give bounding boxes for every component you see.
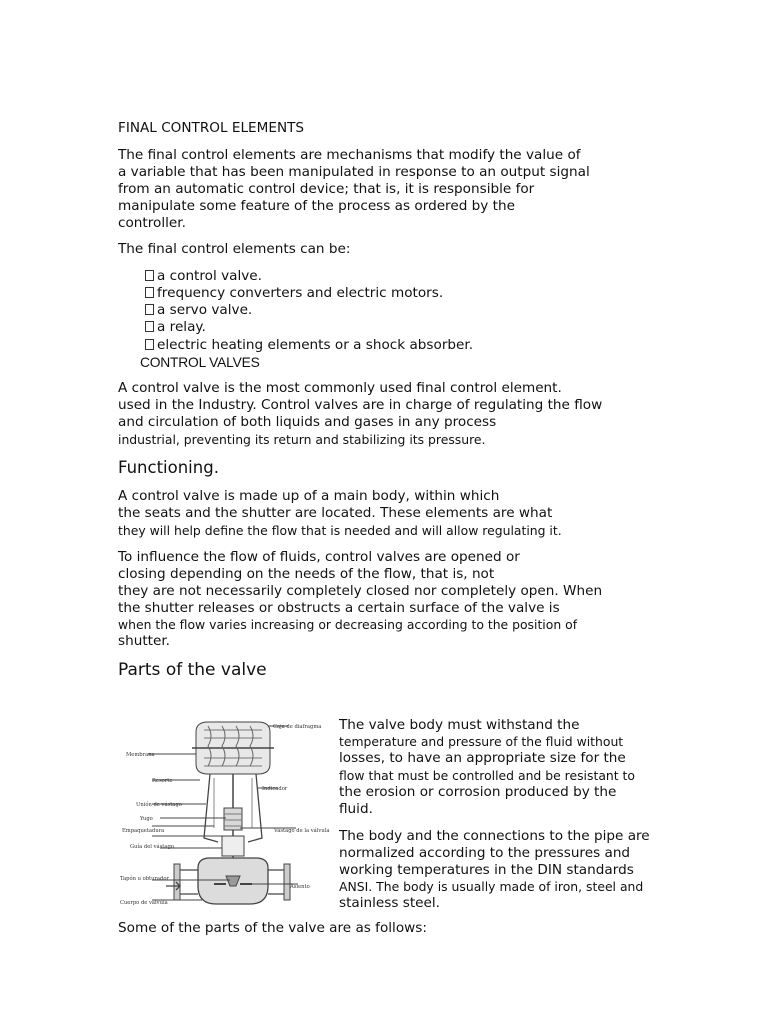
- func-line: the shutter releases or obstructs a certain surface of the valve is: [118, 600, 560, 616]
- body-line: losses, to have an appropriate size for the: [339, 750, 626, 766]
- list-item: frequency converters and electric motors.: [145, 285, 443, 302]
- list-item: a servo valve.: [145, 302, 252, 319]
- figure-label: Indicador: [262, 786, 288, 792]
- control-valve-diagram: [118, 718, 333, 923]
- body-line: temperature and pressure of the fluid without: [339, 734, 624, 749]
- intro-line: a variable that has been manipulated in response to an output signal: [118, 164, 590, 180]
- body-line: ANSI. The body is usually made of iron, steel and: [339, 879, 644, 894]
- missing-glyph-icon: [145, 304, 154, 315]
- figure-label: Empaquetadura: [122, 828, 165, 834]
- body-line: stainless steel.: [339, 895, 440, 911]
- document-title: FINAL CONTROL ELEMENTS: [118, 120, 305, 136]
- cv-line: A control valve is the most commonly used final control element.: [118, 380, 562, 396]
- func-line: A control valve is made up of a main body, within which: [118, 488, 500, 504]
- figure-label: Yugo: [140, 816, 153, 822]
- missing-glyph-icon: [145, 339, 154, 350]
- body-line: The body and the connections to the pipe are: [339, 828, 650, 844]
- cv-line: and circulation of both liquids and gases in any process: [118, 414, 497, 430]
- cv-line: industrial, preventing its return and stabilizing its pressure.: [118, 432, 486, 447]
- body-line: the erosion or corrosion produced by the: [339, 784, 617, 800]
- intro-line: The final control elements are mechanisms that modify the value of: [118, 147, 581, 163]
- figure-label: Unión de vástago: [136, 802, 182, 808]
- figure-label: Vástago de la válvula: [274, 828, 330, 834]
- func-line: closing depending on the needs of the flow, that is, not: [118, 566, 495, 582]
- func-line: when the flow varies increasing or decreasing according to the position of: [118, 617, 578, 632]
- functioning-heading: Functioning.: [118, 458, 219, 477]
- cv-line: used in the Industry. Control valves are in charge of regulating the flow: [118, 397, 603, 413]
- can-be-line: The final control elements can be:: [118, 241, 351, 257]
- figure-label: Resorte: [152, 778, 173, 784]
- figure-label: Membrana: [126, 752, 155, 758]
- body-line: working temperatures in the DIN standards: [339, 862, 634, 878]
- list-item: a control valve.: [145, 268, 262, 285]
- func-line: shutter.: [118, 633, 170, 649]
- figure-label: Cuerpo de válvula: [120, 900, 168, 906]
- intro-line: manipulate some feature of the process as ordered by the: [118, 198, 515, 214]
- missing-glyph-icon: [145, 321, 154, 332]
- body-line: flow that must be controlled and be resistant to: [339, 768, 635, 783]
- list-item: a relay.: [145, 319, 206, 336]
- intro-line: from an automatic control device; that is, it is responsible for: [118, 181, 535, 197]
- parts-heading: Parts of the valve: [118, 660, 267, 680]
- intro-line: controller.: [118, 215, 186, 231]
- func-line: To influence the flow of fluids, control valves are opened or: [118, 549, 520, 565]
- func-line: they will help define the flow that is needed and will allow regulating it.: [118, 523, 562, 538]
- body-line: The valve body must withstand the: [339, 717, 580, 733]
- body-line: fluid.: [339, 801, 373, 817]
- control-valves-heading: CONTROL VALVES: [140, 355, 260, 370]
- figure-label: Guía del vástago: [130, 844, 174, 850]
- some-parts-line: Some of the parts of the valve are as follows:: [118, 920, 427, 936]
- missing-glyph-icon: [145, 270, 154, 281]
- body-line: normalized according to the pressures and: [339, 845, 631, 861]
- func-line: they are not necessarily completely closed nor completely open. When: [118, 583, 603, 599]
- list-item: electric heating elements or a shock absorber.: [145, 337, 473, 354]
- missing-glyph-icon: [145, 287, 154, 298]
- figure-label: Tapón u obturador: [120, 876, 169, 882]
- figure-label: Asiento: [290, 884, 310, 890]
- func-line: the seats and the shutter are located. These elements are what: [118, 505, 553, 521]
- figure-label: Caja de diafragma: [273, 724, 322, 730]
